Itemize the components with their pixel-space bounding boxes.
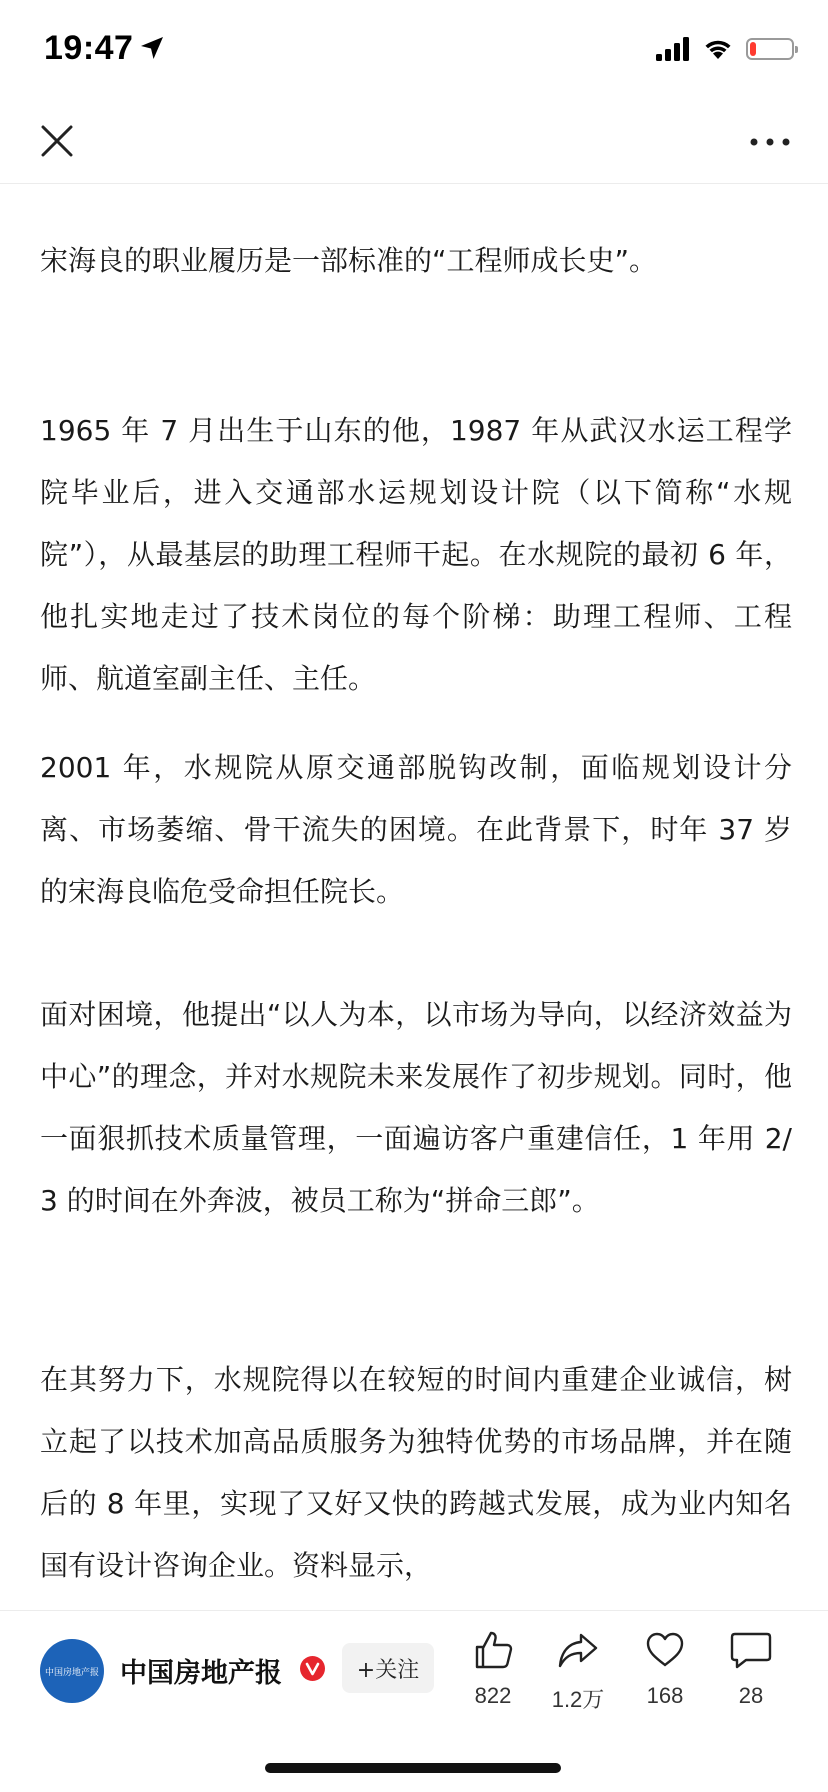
more-dots-icon[interactable] (748, 124, 792, 160)
comment-bubble-icon (729, 1629, 773, 1671)
nav-bar (0, 100, 828, 184)
close-icon[interactable] (38, 122, 76, 160)
favorite-button[interactable] (620, 1629, 710, 1729)
thumbs-up-icon (472, 1629, 514, 1671)
verified-v-icon (300, 1656, 325, 1681)
article-body (40, 184, 792, 1610)
comment-button[interactable] (706, 1629, 796, 1729)
share-count: 1.2万 (551, 1687, 605, 1712)
heart-icon (644, 1629, 686, 1671)
article-paragraph: 在其努力下，水规院得以在较短的时间内重建企业诚信，树立起了以技术加高品质服务为独特优势的市场品牌，并在随后的 8 年里，实现了又好又快的跨越式发展，成为业内知名国有设计咨询企业。资料显示， (40, 1363, 792, 1582)
status-time: 19:47 (44, 28, 134, 67)
author-avatar[interactable] (40, 1639, 104, 1703)
status-time-group (44, 26, 165, 70)
article-paragraph: 面对困境，他提出“以人为本，以市场为导向，以经济效益为中心”的理念，并对水规院未来发展作了初步规划。同时，他一面狠抓技术质量管理，一面遍访客户重建信任，1 年用 2/3 的时间在外奔波，被员工称为“拼命三郎”。 (40, 998, 792, 1217)
article-paragraph: 宋海良的职业履历是一部标准的“工程师成长史”。 (40, 244, 658, 277)
like-count: 822 (474, 1683, 512, 1708)
comment-count: 28 (738, 1683, 764, 1708)
author-name[interactable]: 中国房地产报 (120, 1658, 282, 1689)
status-icons (656, 34, 794, 64)
follow-button[interactable]: +关注 (342, 1643, 434, 1693)
article-paragraph: 2001 年，水规院从原交通部脱钩改制，面临规划设计分离、市场萎缩、骨干流失的困境。在此背景下，时年 37 岁的宋海良临危受命担任院长。 (40, 751, 792, 908)
wifi-icon (702, 37, 734, 61)
battery-cap (795, 46, 798, 53)
location-arrow-icon (139, 35, 165, 61)
home-indicator[interactable] (265, 1763, 561, 1773)
favorite-count: 168 (646, 1683, 684, 1708)
cellular-signal-icon (656, 37, 690, 61)
article-paragraph: 1965 年 7 月出生于山东的他，1987 年从武汉水运工程学院毕业后，进入交通部水运规划设计院（以下简称“水规院”），从最基层的助理工程师干起。在水规院的最初 6 年，他扎实地走过了技术岗位的每个阶梯：助理工程师、工程师、航道室副主任、主任。 (40, 414, 792, 695)
battery-level-fill (750, 42, 756, 56)
status-bar (0, 0, 828, 100)
avatar-logo-text: 中国房地产报 (44, 1667, 99, 1678)
battery-icon (746, 38, 794, 60)
like-button[interactable] (448, 1629, 538, 1729)
share-button[interactable] (533, 1629, 623, 1729)
share-arrow-icon (557, 1629, 599, 1671)
